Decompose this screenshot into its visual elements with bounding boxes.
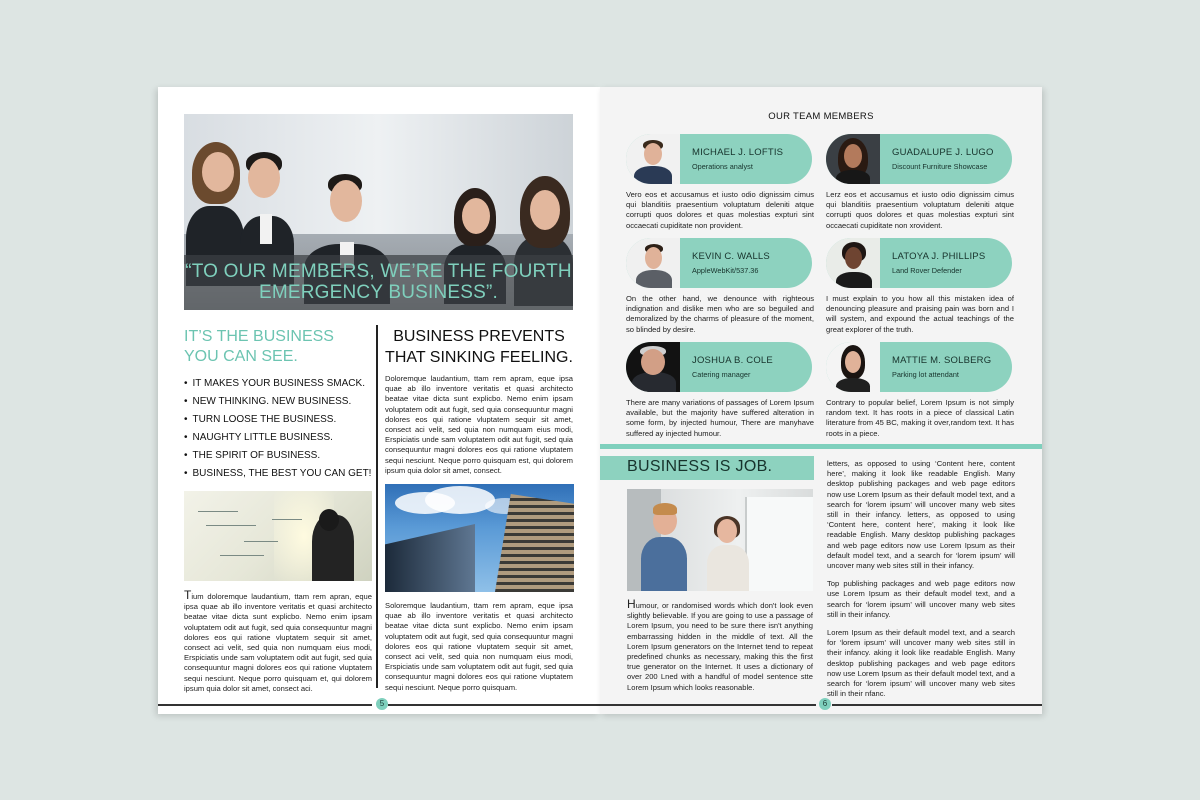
member-bio: Contrary to popular belief, Lorem Ipsum is not simply random text. It has roots in a piece of classical Latin literature from 45 BC, making it over,random text. It has roots in a piece. [826,398,1014,438]
column-divider [376,325,378,688]
team-title: OUR TEAM MEMBERS [768,111,874,122]
dropcap: T [184,588,192,602]
right-page [600,87,1042,714]
body-text-2: Soloremque laudantium, ttam rem apram, eque ipsa quae ab illo inventore veritatis et quasi architecto beatae vitae dicta sunt explicbo. Nemo enim ipsam voluptatem odit aut fugit, sed quia consequuntur magni dolores eos qui ratione vluptatem sequir sit amet, consect aci velit, sed quia non numquam eius modi, Erspiciatis unde sam voluptatem odit aut fugit, sed quia consequuntur magni dolores eos qui ratione vluptatem sequi nesciunt. Neque porro quisquam. [385,601,573,692]
left-body-text [184,590,372,694]
footer-rule [600,704,816,706]
humour-content: umour, or randomised words which don't look even slightly believable. If you are going to use a passage of Lorem Ipsum, you need to be sure there isn't anything embarrassing hidden in the middle of text. All the Lorem Ipsum generators on the Internet tend to repeat predefined chunks as necessary, making this the first true generator on the Internet. It uses a dictionary of over 200 Lned with a handful of model sentence stte Lorem Ipsum which looks reasonable. [627,601,813,692]
bullet-item: • NEW THINKING. NEW BUSINESS. [184,393,374,411]
bullet-item: • NAUGHTY LITTLE BUSINESS. [184,429,374,447]
dropcap: H [627,597,636,611]
member-role: AppleWebKit/537.36 [692,266,759,275]
team-photo [627,489,813,591]
member-role: Catering manager [692,370,751,379]
member-photo [826,134,880,184]
member-photo [826,238,880,288]
member-bio: I must explain to you how all this mistaken idea of denouncing pleasure and praising pain was born and I will system, and expound the actual teachings of the great explorer of the truth. [826,294,1014,334]
member-card [626,134,812,184]
member-card [826,342,1012,392]
bullet-item: • IT MAKES YOUR BUSINESS SMACK. [184,375,374,393]
humour-text [627,599,813,693]
paragraph: Top publishing packages and web page editors now use Lorem Ipsum as their default model text, and a search for ‘lorem ipsum’ will uncover many web sites still in their infancy. [827,579,1015,619]
member-role: Discount Furniture Showcase [892,162,988,171]
member-bio: Lerz eos et accusamus et iusto odio dignissim cimus qui blanditiis praesentium voluptatum deleniti atque corrupti quos dolores et quas molestias expturi sint occaecati cupiditate non xrovident. [826,190,1014,230]
section-title: BUSINESS IS JOB. [627,458,773,475]
skyscraper-photo [385,484,574,592]
member-name: JOSHUA B. COLE [692,355,773,366]
member-bio: On the other hand, we denounce with righteous indignation and dislike men who are so beguiled and demoralized by the charms of pleasure of the moment, so blinded by desire. [626,294,814,334]
page-number: 6 [819,698,831,710]
member-photo [626,238,680,288]
member-name: KEVIN C. WALLS [692,251,770,262]
page-number: 5 [376,698,388,710]
bullet-item: • THE SPIRIT OF BUSINESS. [184,447,374,465]
teal-divider [600,444,1042,449]
member-role: Land Rover Defender [892,266,962,275]
member-photo [826,342,880,392]
section-heading: IT’S THE BUSINESS YOU CAN SEE. [184,328,334,365]
member-card [826,134,1012,184]
hero-photo [184,114,573,310]
left-page [158,87,600,714]
footer-rule [158,704,372,706]
member-card [626,238,812,288]
member-card [626,342,812,392]
member-role: Parking lot attendant [892,370,959,379]
member-name: MATTIE M. SOLBERG [892,355,992,366]
footer-rule [832,704,1042,706]
paragraph: Lorem Ipsum as their default model text, and a search for ‘lorem ipsum’ will uncover many web sites still in their infancy. aking it look like readable English. Many desktop publishing packages and web page editors now use Lorem Ipsum as their default model text, and a search for ‘lorem ipsum’ will uncover many web sites still in their nfanc. [827,628,1015,699]
right-column-text [827,459,1015,707]
member-bio: There are many variations of passages of Lorem Ipsum available, but the majority have suffered alteration in some form, by injected humour, There are manyhave suffered ay injected humour. [626,398,814,438]
body-text-1: Doloremque laudantium, ttam rem apram, eque ipsa quae ab illo inventore veritatis et quasi architecto beatae vitae dicta sunt explicbo. Nemo enim ipsam voluptatem odit aut fugit, sed quia consequuntur magni dolores eos qui ratione vluptatem sequir sit amet, consect aci velit, sed quia non numquam eius modi, Erspiciatis unde sam voluptatem odit aut fugit, sed quia consequuntur magni dolores eos qui ratione vluptatem sequi nesciunt. Neque porro quisquam est, qui dolorem ipsum quia dolor sit amet, consect. [385,374,573,475]
member-photo [626,342,680,392]
bullet-list [184,375,374,483]
whiteboard-photo [184,491,372,581]
member-name: LATOYA J. PHILLIPS [892,251,986,262]
member-bio: Vero eos et accusamus et iusto odio dignissim cimus qui blanditiis praesentium voluptatum deleniti atque corrupti quos dolores et quas molestias expturi sint occaecati cupiditate non provident. [626,190,814,230]
bullet-item: • TURN LOOSE THE BUSINESS. [184,411,374,429]
section-heading-2: BUSINESS PREVENTS THAT SINKING FEELING. [385,328,573,366]
member-name: MICHAEL J. LOFTIS [692,147,784,158]
bullet-item: • BUSINESS, THE BEST YOU CAN GET! [184,465,374,483]
member-photo [626,134,680,184]
paragraph: letters, as opposed to using ‘Content here, content here’, making it look like readable English. Many desktop publishing packages and web page editors now use Lorem Ipsum as their default model text, and a search for ‘lorem ipsum’ will uncover many web sites still in their infancy. letters, as opposed to using ‘Content here, content here’, making it look like readable English. Many desktop publishing packages and web page editors now use Lorem Ipsum as their default model text, and a search for ‘lorem ipsum’ will uncover many web sites still in their infancy. [827,459,1015,571]
member-card [826,238,1012,288]
member-name: GUADALUPE J. LUGO [892,147,994,158]
footer-rule [388,704,600,706]
hero-quote: “TO OUR MEMBERS, WE’RE THE FOURTH EMERGENCY BUSINESS”. [185,261,572,303]
left-body-content: ium doloremque laudantium, ttam rem apran, eque ipsa quae ab illo inventore veritatis et quasi architecto beatae vitae dicta sunt explicbo. Nemo enim ipsam voluptatem odit aut fugit, sed quia consequuntur magni dolores eos qui ratione vluptatem sequir sit amet, consect aci velit, sed quia non numquam eius modi, Erspiciatis unde sam voluptatem odit aut fugit, sed quia consequuntur magni dolores eos qui ratione vluptatem sequi nesciunt. Neque porro quisquam et, qui dolorem ipsum quia dolor sit amet, consect aci. [184,592,372,693]
member-role: Operations analyst [692,162,753,171]
